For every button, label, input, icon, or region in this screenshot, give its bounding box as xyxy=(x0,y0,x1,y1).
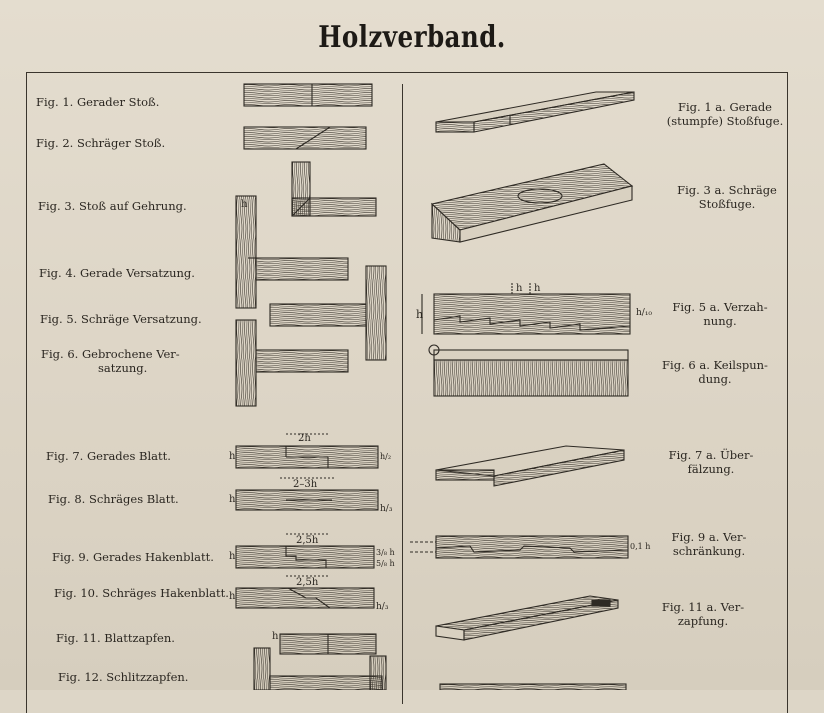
fig10-h-left: h xyxy=(229,591,236,602)
fig4-label: Fig. 4. Gerade Versatzung. xyxy=(39,266,195,280)
fig5a-h-half: h/₁₀ xyxy=(636,308,653,318)
fig3a-label-line2: Stoßfuge. xyxy=(698,197,756,211)
fig7-2h: 2h xyxy=(298,433,311,444)
fig5a-drawing xyxy=(422,283,630,334)
fig6a-drawing xyxy=(429,345,628,396)
fig5a-h-top-1: h xyxy=(516,283,523,294)
fig8-h-left: h xyxy=(229,494,236,505)
fig11a-drawing xyxy=(436,596,618,640)
fig9-right-b: 5/₈ h xyxy=(376,559,395,568)
fig6-label-line1: Fig. 6. Gebrochene Ver- xyxy=(41,347,180,361)
fig8-ratio: 2–3h xyxy=(293,479,318,490)
fig10-25h: 2,5h xyxy=(296,577,319,588)
fig11a-label-line1: Fig. 11 a. Ver- xyxy=(661,600,745,614)
fig6-drawing xyxy=(236,320,348,406)
fig10-h-third: h/₃ xyxy=(376,602,389,612)
fig9-right-a: 3/₈ h xyxy=(376,548,395,557)
fig9-h-left: h xyxy=(229,551,236,562)
fig4-h-label: h xyxy=(241,199,248,210)
fig7a-drawing xyxy=(436,446,624,486)
fig1-drawing xyxy=(244,84,372,106)
fig10-label: Fig. 10. Schräges Hakenblatt. xyxy=(54,586,229,600)
fig6a-label-line2: dung. xyxy=(698,372,732,386)
fig3a-label-line1: Fig. 3 a. Schräge xyxy=(677,183,777,197)
fig7a-label-line2: fälzung. xyxy=(687,462,735,476)
fig9a-label-line2: schränkung. xyxy=(672,544,746,558)
fig9-label: Fig. 9. Gerades Hakenblatt. xyxy=(52,550,214,564)
fig5a-h-top-2: h xyxy=(534,283,541,294)
fig7a-label-line1: Fig. 7 a. Über- xyxy=(668,448,754,462)
fig2-drawing xyxy=(244,127,366,149)
fig7-h-left: h xyxy=(229,451,236,462)
fig11a-label-line2: zapfung. xyxy=(677,614,729,628)
fig11-label: Fig. 11. Blattzapfen. xyxy=(56,631,175,645)
fig9a-label-line1: Fig. 9 a. Ver- xyxy=(671,530,747,544)
fig5a-label-line2: nung. xyxy=(703,314,737,328)
bottom-partial-drawing xyxy=(440,684,626,690)
fig9-25h: 2,5h xyxy=(296,535,319,546)
fig7-label: Fig. 7. Gerades Blatt. xyxy=(46,449,171,463)
fig5-label: Fig. 5. Schräge Versatzung. xyxy=(40,312,202,326)
fig5a-h-left: h xyxy=(416,308,424,321)
fig11-h: h xyxy=(272,631,279,642)
fig1a-drawing xyxy=(436,92,634,132)
page-title: Holzverband. xyxy=(318,20,506,55)
fig6-label-line2: satzung. xyxy=(98,361,148,375)
fig3-label: Fig. 3. Stoß auf Gehrung. xyxy=(38,199,187,213)
fig3-drawing xyxy=(292,162,376,216)
fig9a-dim: 0,1 h xyxy=(630,542,651,551)
fig6a-label-line1: Fig. 6 a. Keilspun- xyxy=(662,358,768,372)
fig8-h-third: h/₃ xyxy=(380,504,393,514)
fig7-h-half: h/₂ xyxy=(380,452,392,461)
fig1a-label-line2: (stumpfe) Stoßfuge. xyxy=(666,114,784,128)
fig5a-label-line1: Fig. 5 a. Verzah- xyxy=(672,300,768,314)
fig12-label: Fig. 12. Schlitzzapfen. xyxy=(58,670,189,684)
fig3a-drawing xyxy=(432,164,632,242)
fig11-drawing xyxy=(280,634,376,654)
fig1-label: Fig. 1. Gerader Stoß. xyxy=(36,95,160,109)
fig1a-label-line1: Fig. 1 a. Gerade xyxy=(678,100,772,114)
fig9a-drawing xyxy=(410,536,628,558)
fig2-label: Fig. 2. Schräger Stoß. xyxy=(36,136,166,150)
fig8-label: Fig. 8. Schräges Blatt. xyxy=(48,492,179,506)
